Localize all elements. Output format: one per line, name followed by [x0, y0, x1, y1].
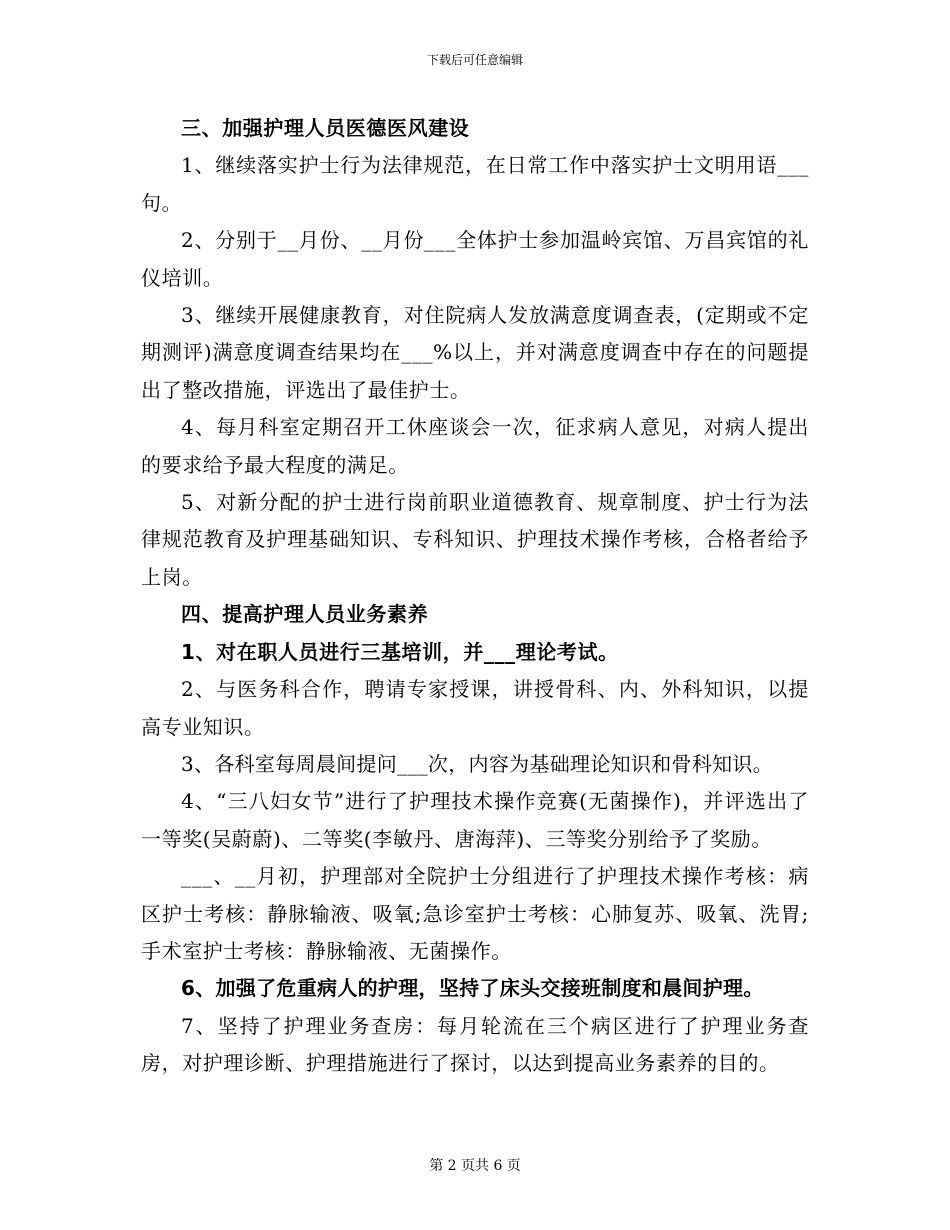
paragraph-4-2: 2、与医务科合作，聘请专家授课，讲授骨科、内、外科知识，以提高专业知识。: [141, 677, 809, 739]
paragraph-3-3: 3、继续开展健康教育，对住院病人发放满意度调查表，(定期或不定期测评)满意度调查结果均在___%以上，并对满意度调查中存在的问题提出了整改措施，评选出了最佳护士。: [141, 303, 809, 402]
paragraph-3-2: 2、分别于__月份、__月份___全体护士参加温岭宾馆、万昌宾馆的礼仪培训。: [141, 228, 809, 290]
paragraph-3-5: 5、对新分配的护士进行岗前职业道德教育、规章制度、护士行为法律规范教育及护理基础知识、专科知识、护理技术操作考核，合格者给予上岗。: [141, 490, 809, 589]
page-header: 下载后可任意编辑: [426, 53, 523, 67]
paragraph-4-5: ___、__月初，护理部对全院护士分组进行了护理技术操作考核：病区护士考核：静脉输液、吸氧;急诊室护士考核：心肺复苏、吸氧、洗胃;手术室护士考核：静脉输液、无菌操作。: [141, 864, 809, 963]
paragraph-4-6: 6、加强了危重病人的护理，坚持了床头交接班制度和晨间护理。: [181, 976, 764, 1001]
paragraph-4-3: 3、各科室每周晨间提问___次，内容为基础理论知识和骨科知识。: [181, 751, 774, 776]
section-heading-3: 三、加强护理人员医德医风建设: [181, 116, 470, 140]
paragraph-4-4: 4、“三八妇女节”进行了护理技术操作竞赛(无菌操作)，并评选出了一等奖(吴蔚蔚)、二等奖(李敏丹、唐海萍)、三等奖分别给予了奖励。: [141, 789, 809, 851]
page-footer: 第 2 页共 6 页: [429, 1158, 521, 1174]
paragraph-3-1: 1、继续落实护士行为法律规范，在日常工作中落实护士文明用语___句。: [141, 153, 809, 215]
paragraph-4-7: 7、坚持了护理业务查房：每月轮流在三个病区进行了护理业务查房，对护理诊断、护理措施进行了探讨，以达到提高业务素养的目的。: [141, 1013, 809, 1076]
paragraph-4-1: 1、对在职人员进行三基培训，并___理论考试。: [181, 639, 619, 664]
document-body: [141, 110, 809, 1083]
section-heading-4: 四、提高护理人员业务素养: [181, 602, 429, 627]
paragraph-3-4: 4、每月科室定期召开工休座谈会一次，征求病人意见，对病人提出的要求给予最大程度的满足。: [141, 415, 809, 477]
